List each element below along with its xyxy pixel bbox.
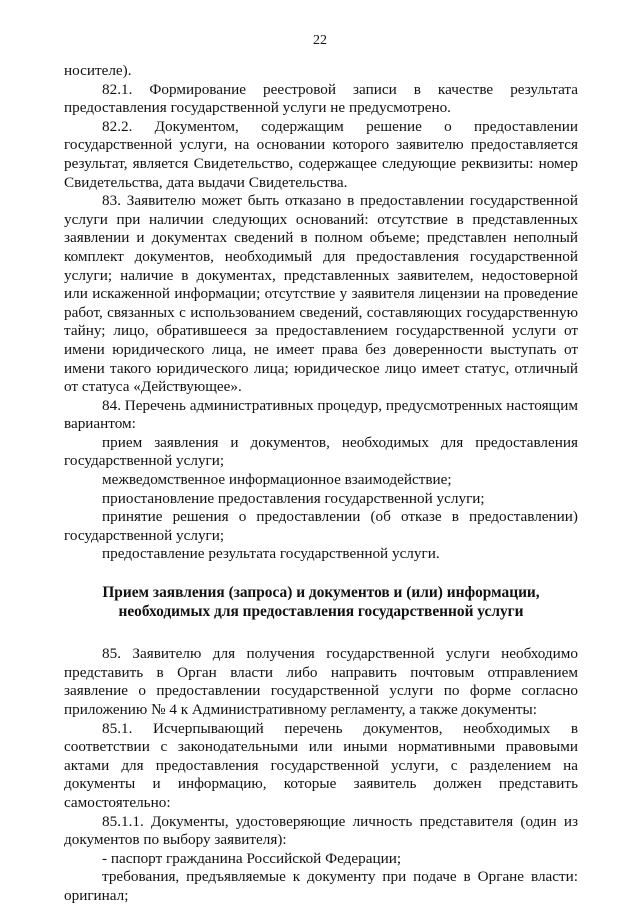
paragraphs-before: [64, 62, 578, 564]
document-body: [64, 62, 578, 906]
page-number: 22: [313, 33, 327, 48]
paragraph-requirements: требования, предъявляемые к документу при подаче в Органе власти: оригинал;: [64, 868, 578, 904]
procedure-item-2: межведомственное информационное взаимодействие;: [102, 471, 452, 489]
section-heading-line-1: Прием заявления (запроса) и документов и (или) информации,: [102, 584, 540, 602]
paragraphs-after: [64, 645, 578, 905]
section-heading: [64, 584, 578, 621]
procedure-item-3: приостановление предоставления государственной услуги;: [102, 489, 485, 507]
paragraph-84: 84. Перечень административных процедур, предусмотренных настоящим вариантом:: [64, 396, 578, 433]
paragraph-85-1-1: 85.1.1. Документы, удостоверяющие личность представителя (один из документов по выбору заявителя):: [64, 812, 578, 849]
paragraph-83: 83. Заявителю может быть отказано в предоставлении государственной услуги при наличии следующих оснований: отсутствие в представленных заявлении и документах сведений в полном объеме; представлен неполный комплект документов, необходимый для предоставления государственной услуги; наличие в документах, представленных заявителем, недостоверной или искаженной информации; отсутствие у заявителя лицензии на проведение работ, связанных с использованием сведений, составляющих государственную тайну; лицо, обратившееся за предоставлением государственной услуги от имени юридического лица, не имеет права без доверенности выступать от имени такого юридического лица; юридическое лицо имеет статус, отличный от статуса «Действующее».: [64, 192, 578, 396]
procedure-item-5: предоставление результата государственной услуги.: [102, 545, 440, 563]
paragraph-82-1: 82.1. Формирование реестровой записи в качестве результата предоставления государственной услуги не предусмотрено.: [64, 80, 578, 117]
procedure-item-4: принятие решения о предоставлении (об отказе в предоставлении) государственной услуги;: [64, 508, 578, 544]
list-item-passport: - паспорт гражданина Российской Федерации;: [102, 849, 402, 867]
procedure-item-1: прием заявления и документов, необходимых для предоставления государственной услуги;: [64, 433, 578, 470]
paragraph-82-2: 82.2. Документом, содержащим решение о предоставлении государственной услуги, на основании которого заявителю предоставляется результат, является Свидетельство, содержащее следующие реквизиты: номер Свидетельства, дата выдачи Свидетельства.: [64, 117, 578, 191]
section-heading-line-2: необходимых для предоставления государственной услуги: [118, 602, 524, 620]
paragraph-continuation: носителе).: [64, 62, 132, 79]
paragraph-85-1: 85.1. Исчерпывающий перечень документов, необходимых в соответствии с законодательными или иными нормативными правовыми актами для предоставления государственной услуги, с разделением на документы и информацию, которые заявитель должен представить самостоятельно:: [64, 719, 578, 811]
paragraph-85: 85. Заявителю для получения государственной услуги необходимо представить в Орган власти либо направить почтовым отправлением заявление о предоставлении государственной услуги по форме согласно приложению № 4 к Административному регламенту, а также документы:: [64, 645, 578, 718]
